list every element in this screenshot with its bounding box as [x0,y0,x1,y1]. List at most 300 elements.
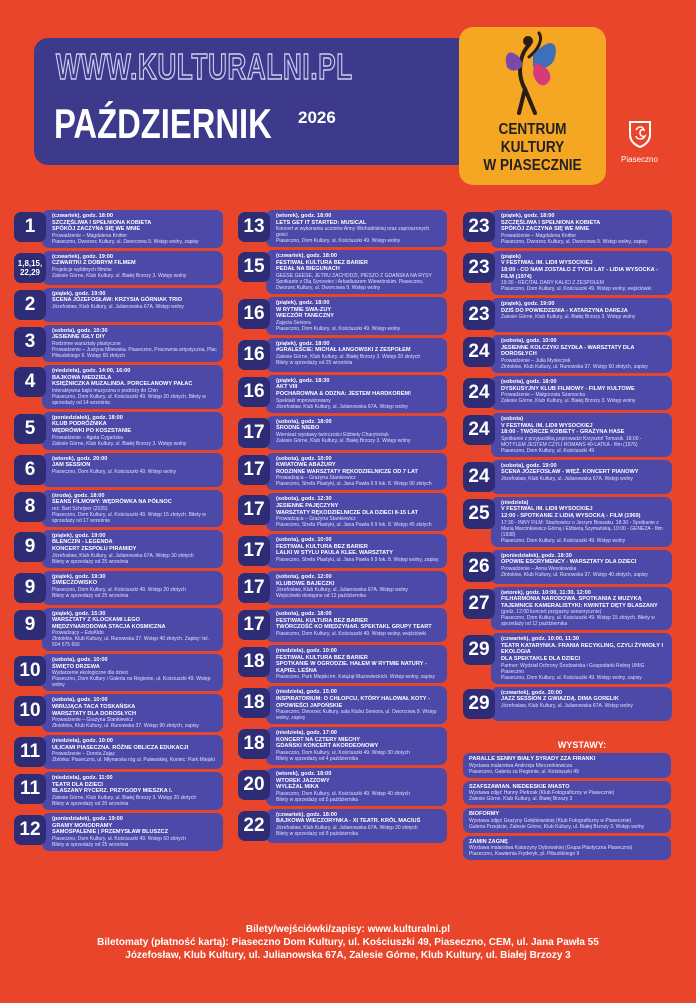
event-item[interactable] [238,645,447,683]
event-box[interactable] [266,645,447,683]
event-item[interactable] [238,338,447,372]
event-description: Spektakl improwizowany [276,397,331,404]
event-time: (czwartek), godz. 18:00 [276,811,337,818]
event-time: (piątek), godz. 19:30 [52,573,106,580]
event-subtitle: PEDAŁ NA BIEGUNACH [276,266,340,273]
event-box[interactable] [266,375,447,413]
event-date-badge: 29 [463,689,495,719]
event-date-badge: 27 [463,589,495,619]
event-date-badge: 4 [14,367,46,397]
event-description: Prowadzenie – Magdalena Knitter [501,232,577,239]
exhibition-item[interactable] [463,836,671,861]
event-title: WARSZTATY Z KLOCKAMI LEGO [52,617,140,624]
event-time: (piątek), godz. 19:00 [52,532,106,539]
event-subtitle: WIECZÓR TANECZNY [276,313,335,320]
event-item[interactable] [238,416,447,450]
event-box[interactable] [42,571,223,605]
event-title: FESTIWAL KULTURA BEZ BARIER [276,543,368,550]
event-box[interactable] [266,453,447,491]
event-box[interactable] [42,608,223,652]
event-description: Prowadzący – EduKido [52,630,104,637]
site-url[interactable]: WWW.KULTURALNI.PL [56,46,353,87]
event-box[interactable] [42,490,223,527]
event-item[interactable] [238,375,447,413]
event-description: Prowadząca – Grażyna Stankiewicz [276,475,356,482]
event-box[interactable] [491,298,672,332]
exhibition-title: BIOFORMY [469,811,500,818]
event-title: SEANS FILMOWY: WĘDRÓWKA NA PÓŁNOC [52,499,172,506]
event-description: Piaseczno, Dom Kultury, ul. Kościuszki 49. Wstęp 40 złotych [276,790,410,797]
event-item[interactable] [14,813,223,851]
event-location: Piaseczno, Strefa Plastyki, ul. Jana Pawła II 9 lok. 8. Wstęp 45 złotych [276,522,432,529]
event-location: Piaseczno, Dom Kultury, ul. Kościuszki 49. Wstęp wolny, zapisy [501,674,642,681]
event-box[interactable] [491,687,672,721]
event-date-badge: 16 [238,340,270,370]
event-item[interactable] [14,608,223,652]
event-subtitle: TWÓRCZOŚĆ KO MIĘDZYNAR. SPEKTAKL GRUPY TEART [276,624,432,631]
event-description: GEESE GEESE, JETRU ZACHODZI, PIESZO Z GDAŃSKA NA RYSY [276,272,432,279]
event-description: Prowadzenie – Małgorzata Szamocka [501,392,585,399]
event-date-badge: 1 [14,212,46,242]
event-time: (wtorek), godz. 20:00 [52,455,108,462]
event-item[interactable] [14,772,223,810]
event-item[interactable] [238,608,447,642]
event-box[interactable] [42,453,223,487]
event-date-badge: 17 [238,610,270,640]
event-item[interactable] [14,530,223,568]
event-time: (niedziela), godz. 10:00 [52,738,113,745]
event-item[interactable] [14,412,223,450]
event-date-badge: 17 [238,418,270,448]
event-time: (sobota), godz. 18:00 [276,418,332,425]
event-time: (piątek), godz. 18:00 [501,213,555,219]
event-box[interactable] [266,608,447,642]
event-title: WTOREK JAZZOWY [276,777,330,784]
event-box[interactable] [42,772,223,810]
event-box[interactable] [266,727,447,765]
exhibition-description: Wystawa zdjęć Hanny Pietrzak (Klub Fotograficzny w Piasecznie) [469,790,615,797]
event-time: (niedziela), godz. 11:00 [52,775,113,782]
event-date-badge: 18 [238,688,270,718]
event-location: Złotokłos, Klub Kultury, ul. Runowska 37. Wstęp 90 złotych, zapisy [52,723,199,730]
event-box[interactable] [42,735,223,769]
event-item[interactable] [14,325,223,362]
page-title: PAŹDZIERNIK [54,100,272,147]
event-description: Prowadzenie – Grażyna Stankiewicz [52,717,134,724]
event-location: Piaseczno, Dom Kultury, ul. Kościuszki 49. Wstęp 15 złotych. Bilety w sprzedaży od 17 września [52,511,206,524]
footer-ticket-machines-line: Biletomaty (płatność kartą): Piaseczno Dom Kultury, ul. Kościuszki 49, Piaseczno, CEM, ul. Jana Pawła 55 [97,937,599,948]
event-date-badge: 24 [463,415,495,445]
event-box[interactable] [491,251,672,295]
event-item[interactable] [463,335,672,373]
event-time: (poniedziałek), godz. 19:00 [52,816,123,823]
event-title: INSPIRATORIUM: O CHŁOPCU, KTÓRY HALOWAŁ KOTY - OPOWIEŚCI JAPOŃSKIE [276,696,430,709]
event-item[interactable] [463,298,672,332]
event-date-badge: 5 [14,414,46,444]
event-item[interactable] [463,633,672,683]
event-time: (sobota), godz. 12:00 [276,574,332,581]
event-title: KONCERT NA CZTERY MIECHY [276,736,361,743]
event-description: Piaseczno, Dom Kultury, ul. Kościuszki 49. Wstęp 60 złotych [52,835,186,842]
event-date-badge: 2 [14,290,46,320]
event-box[interactable] [42,412,223,450]
event-location: Piaseczno, Strefa Plastyki, ul. Jana Pawła II 9 lok. 8. Wstęp 90 złotych [276,481,432,488]
event-box[interactable] [491,587,672,631]
event-item[interactable] [463,413,672,457]
event-subtitle: SPÓKÓJ ZACZYNA SIĘ WE MNIE [52,226,141,233]
event-location: Bilety w sprzedaży od 25 września [52,558,129,565]
event-time: (czwartek), godz. 20:00 [501,689,562,696]
event-time: (sobota), godz. 19:00 [501,462,557,469]
event-date-badge: 3 [14,327,46,357]
event-date-badge: 9 [14,610,46,640]
event-date-badge: 9 [14,573,46,603]
event-date-badge: 1,8,15, 22,29 [14,253,46,283]
event-time: (środa), godz. 18:00 [52,492,105,499]
event-location: Złotokłos, Klub Kultury, ul. Runowska 37. Wstęp 40 złotych, zapisy [501,571,648,578]
event-description: Józefosław, Klub Kultury, ul. Julianowska 67A. Wstęp wolny [52,303,184,310]
event-box[interactable] [266,768,447,806]
event-date-badge: 6 [14,455,46,485]
event-date-badge: 17 [238,573,270,603]
event-box[interactable] [266,809,447,843]
event-box[interactable] [266,210,447,247]
event-title: WIRUJĄCA TACA TOSKAŃSKA [52,704,136,711]
event-time: (niedziela), godz. 17:00 [276,730,337,737]
event-location: Bilety w sprzedaży od 8 października [276,831,358,837]
event-location: Piaseczno, Dworzec Kultury, ul. Dworcowa 9. Wstęp wolny, zapisy [501,238,648,245]
event-description: Józefosław, Klub Kultury, ul. Julianowska 67A. Wstęp wolny [501,475,633,482]
event-description: Józefosław, Klub Kultury, ul. Julianowska 67A. Wstęp wolny [276,587,408,594]
event-item[interactable] [14,210,223,248]
event-location: Piaseczno, Dom Kultury, ul. Kościuszki 49 [501,447,595,454]
event-location: Piaseczno, Dom Kultury, ul. Kościuszki 49. Wstęp wolny [501,537,626,544]
event-time: (sobota) [501,415,524,422]
event-description: Zajęcia Seniora [276,319,311,326]
event-box[interactable] [491,335,672,373]
exhibition-title: SZAFSZAWIAN. NIEDEESKIE MIASTO [469,783,570,790]
header-banner [34,38,489,165]
event-time: (piątek), godz. 18:00 [276,340,330,347]
exhibition-item[interactable] [463,781,671,806]
event-subtitle: SPÓKÓJ ZACZYNA SIĘ WE MNIE [501,226,590,233]
event-subtitle: 18:00 - CO NAM ZOSTAŁO Z TYCH LAT - LIDIA WYSOCKA - FILM (1974) [501,266,658,280]
event-item[interactable] [463,251,672,295]
event-box[interactable] [266,297,447,335]
event-date-badge: 16 [238,299,270,329]
event-box[interactable] [266,250,447,294]
event-title: TEATR KATARYNKA. FRANIA RECYKLING, CZYLI ŻYWIOŁY I EKOLOGIA [501,642,664,656]
event-location: Piaseczno, Dom Kultury, ul. Kościuszki 49. Wstęp wolny, wejściówki [501,286,652,293]
event-item[interactable] [238,297,447,335]
event-item[interactable] [463,587,672,631]
event-description: reż. Bart Schrijver (2025) [52,505,108,512]
event-time: (sobota), godz. 10:00 [276,537,332,544]
event-subtitle: SPOTKANIE W OGRODZIE. HAŁEM W RYTMIE NATURY - KĄPIEL LEŚNA [276,661,427,674]
event-title: GRAMY MONODRAMY [52,822,113,829]
exhibition-item[interactable] [463,753,671,778]
event-subtitle: 18:00 - TWÓRCZE KOBIETY - GRAŻYNA HASE [501,429,625,436]
exhibition-item[interactable] [463,808,671,833]
year-label: 2026 [298,108,336,127]
event-item[interactable] [238,727,447,765]
event-box[interactable] [266,493,447,531]
event-time: (niedziela), godz. 14:00, 16:00 [52,367,131,374]
event-description: Piaseczno, Dom Kultury, ul. Kościuszki 49. Wstęp 30 złotych [276,750,410,757]
event-item[interactable] [238,686,447,724]
event-description: 17:30 - INNY FILM: Stachowicz o Jerzym Bossaku. 18:30 - Spotkanie z Marią Marcinkiewicz-Górną i Elżbietą Szymańską. 19:00 - GENEZA - film (1938) [501,519,663,538]
event-date-badge: 24 [463,378,495,408]
event-item[interactable] [463,460,672,494]
event-time: (piątek), godz. 19:00 [52,290,106,297]
event-title: FESTIWAL KULTURA BEZ BARIER [276,259,368,266]
event-title: ŚWIĘTO DRZEWA [52,663,100,670]
event-date-badge: 29 [463,635,495,665]
event-time: (wtorek), godz. 10:00, 11:30, 12:00 [501,589,591,596]
event-time: (piątek), godz. 18:30 [276,377,330,384]
event-box[interactable] [42,530,223,568]
event-box[interactable] [42,210,223,248]
event-description: Projekcje wybitnych filmów [52,266,112,273]
event-title: KWIATOWE ABAŻURY [276,462,336,469]
event-description: Piaseczno, Dom Kultury, ul. Kościuszki 49. Wstęp 20 złotych [52,586,186,593]
event-box[interactable] [42,694,223,732]
event-item[interactable] [238,768,447,806]
event-title: JESIENNE PAJĘCZYNY [276,502,339,509]
event-item[interactable] [238,571,447,605]
event-description: Piaseczno, Strefa Plastyki, ul. Jana Pawła II 9 lok. 8. Wstęp wolny, zapisy [276,556,439,563]
event-box[interactable] [491,376,672,410]
event-location: Złotokłos, Klub Kultury, ul. Runowska 37. Wstęp 40 złotych. Zapisy: tel. 504 575 656 [52,636,209,649]
event-box[interactable] [491,413,672,457]
event-title: #GRALEŚCIE: MICHAŁ ŁANGOWSKI Z ZESPOŁEM [276,347,411,354]
event-description: Piaseczno, Dom Kultury, ul. Kościuszki 49. Wstęp wolny [52,468,177,475]
event-item[interactable] [14,571,223,605]
events-column-1 [14,210,223,854]
event-box[interactable] [42,251,223,285]
event-subtitle: BLASZANY RYCERZ. PRZYGODY MIESZKA I. [52,788,173,795]
event-time: (sobota), godz. 10:00 [276,455,332,462]
event-time: (sobota), godz. 10:00 [52,697,108,704]
event-description: Interaktywna bajki muzyczna o podróży do Chin [52,387,158,394]
event-title: SCENA JÓZEFOSŁAW - WIĘŹ. KONCERT PIANOWY [501,469,639,476]
event-item[interactable] [238,453,447,491]
event-title: V FESTIWAL IM. LIDII WYSOCKIEJ [501,260,593,267]
event-box[interactable] [266,534,447,568]
event-subtitle: KONCERT ZESPOŁU PIRAMIDY [52,545,137,552]
event-description: Józefosław, Klub Kultury, ul. Julianowska 67A. Wstęp wolny [501,702,633,709]
event-subtitle: DLA SPEKTAKLE DLA DZIECI [501,656,581,663]
logo-name-line2: W PIASECZNIE [483,157,582,174]
event-title: ŚRODNE NIEBO [276,425,320,432]
event-item[interactable] [14,251,223,285]
event-item[interactable] [14,490,223,527]
event-box[interactable] [491,497,672,547]
events-column-3 [463,210,672,724]
event-location: Bilety w sprzedaży od 20 września [52,801,129,808]
logo-name-line1: CENTRUM KULTURY [498,121,567,156]
event-title: BAJKOWA NIEDZIELA [52,374,112,381]
exhibition-description: Wystawa malarstwa Katarzyny Dybowskiej (Grupa Plastyczna Piaseczno) [469,845,633,852]
event-item[interactable] [463,497,672,547]
event-subtitle: SAMOSPALENIE | PRZEMYSŁAW BLUSZCZ [52,829,169,836]
event-time: (sobota), godz. 10:00 [52,657,108,664]
piaseczno-label: Piaseczno [621,155,658,164]
event-date-badge: 11 [14,737,46,767]
exhibition-location: Zalesie Górne, Klub Kultury, ul. Białej Brzozy 3 [469,796,573,803]
event-time: (niedziela), godz. 15:00 [276,689,337,696]
event-description: Józefosław, Klub Kultury, ul. Julianowska 67A. Wstęp 20 złotych [276,825,418,831]
event-time: (sobota), godz. 18:00 [276,611,332,618]
event-date-badge: 26 [463,552,495,582]
event-box[interactable] [42,325,223,362]
event-title: AKT VIII [276,384,298,391]
event-item[interactable] [14,288,223,322]
event-location: Piaseczno, Dom Kultury, ul. Kościuszki 49. Wstęp wolny [276,325,401,332]
event-time: (sobota), godz. 18:00 [501,378,557,385]
event-location: Spotkanie z Olą Synowiec i Arkadiuszem Wiewiórskim. Piaseczno, Dworzec Kultury, ul. Dworcowa 9. Wstęp wolny [276,278,424,291]
events-column-2 [238,210,447,846]
footer-ticket-machines-line-2: Józefosław, Klub Kultury, ul. Julianowska 67A, Zalesie Górne, Klub Kultury, ul. Białej Brzozy 3 [125,950,571,961]
event-description: Zalesie Górne, Klub Kultury, ul. Białej Brzozy 3. Wstęp wolny [501,314,636,321]
event-description: Zalesie Górne, Klub Kultury, ul. Białej Brzozy 3. Wstęp 20 złotych [52,795,197,802]
event-date-badge: 18 [238,729,270,759]
event-time: (czwartek), godz. 18:00 [276,253,337,260]
event-subtitle: RODZINNE WARSZTATY RĘKODZIELNICZE OD 7 LAT [276,468,418,475]
event-description: Prowadzenie – Anna Wesołowska [501,565,577,572]
event-box[interactable] [491,210,672,248]
event-box[interactable] [42,813,223,851]
event-location: Bilety w sprzedaży od 25 września [52,841,129,848]
event-time: (piątek), godz. 19:00 [501,301,555,308]
event-time: (poniedziałek), godz. 18:00 [52,414,123,421]
event-item[interactable] [463,550,672,584]
event-date-badge: 10 [14,656,46,686]
event-date-badge: 17 [238,536,270,566]
event-time: (poniedziałek), godz. 18:30 [501,552,572,559]
event-description: Spotkanie z przyjaciółką poprowadzi Krzysztof Tomasik. 18:00 - MOTYLEM JESTEM CZYLI ROMANS 40-LATKA - film (1976) [501,435,642,448]
event-item[interactable] [238,809,447,843]
event-title: JAZZ SESSION Z GWIAZDĄ. DIMA GORELIK [501,696,619,703]
event-title: SZCZĘŚLIWA I SPEŁNIONA KOBIETA [501,219,601,226]
event-date-badge: 16 [238,377,270,407]
event-title: SCENA JÓZEFOSŁAW: KRZYSIA GÓRNIAK TRIO [52,297,183,304]
event-date-badge: 12 [14,815,46,845]
event-title: BAJKOWA WIECZORYNKA - XI TEATR. KRÓL MACIUŚ [276,818,421,825]
event-description: Piaseczno, Park Miejski im. Książąt Mazowieckich. Wstęp wolny, zapisy [276,674,435,681]
event-description: Rodzinne warsztaty plastyczne [52,340,121,347]
event-box[interactable] [266,686,447,724]
event-time: (wtorek), godz. 18:00 [276,771,332,778]
event-item[interactable] [14,453,223,487]
event-title: SZCZĘŚLIWA I SPEŁNIONA KOBIETA [52,219,152,226]
event-item[interactable] [238,250,447,294]
event-item[interactable] [14,654,223,691]
event-date-badge: 22 [238,811,270,841]
event-title: CZWARTKI Z DOBRYM FILMEM [52,260,136,267]
dancer-icon [459,27,606,122]
exhibition-title: ZAMIN ZAGNĘ [469,838,508,845]
event-location: Prowadzenie – Justyna Milewska. Piaseczno, Pracownia artystyczna, Plac Piłsudskiego 9. Wstęp 60 złotych [52,346,217,359]
event-description: Wernisaż wystawy twórczości Elżbiety Charytoniuk [276,431,389,438]
event-location: Wejściówki dostępne od 12 października [276,593,366,600]
event-box[interactable] [42,288,223,322]
event-description: Prowadzenie – Magdalena Knitter [52,232,128,239]
event-location: Zalesie Górne, Klub Kultury, ul. Białej Brzozy 3. Wstęp wolny [52,272,187,279]
event-location: Piaseczno, Dom Kultury, ul. Kościuszki 49. Wstęp 20 złotych. Bilety w sprzedaży od 14 września [52,393,206,406]
event-box[interactable] [491,550,672,584]
event-subtitle: WARSZTATY RĘKODZIELNICZE DLA DZIECI 8-15 LAT [276,509,419,516]
event-item[interactable] [463,376,672,410]
event-date-badge: 23 [463,253,495,283]
footer-tickets-line[interactable]: Bilety/wejściówki/zapisy: www.kulturalni.pl [245,924,451,935]
event-item[interactable] [238,493,447,531]
event-box[interactable] [266,571,447,605]
event-box[interactable] [42,654,223,691]
event-title: FILHARMONIA NARODOWA. SPOTKANIA Z MUZYKĄ [501,596,642,603]
event-time: (piątek), godz. 15:30 [52,610,106,617]
event-description: Koncert w wykonaniu uczniów Anny Wichatińskiej oraz zaproszonych gości [276,226,430,239]
event-description: Zalesie Górne, Klub Kultury, ul. Białej Brzozy 3. Wstęp 20 złotych [276,353,421,360]
event-date-badge: 11 [14,774,46,804]
event-date-badge: 13 [238,212,270,242]
event-title: JESIENNE KOLCZYKI SZYDŁA - WARSZTATY DLA DOROSŁYCH [501,344,635,358]
event-item[interactable] [238,210,447,247]
event-subtitle: 12:00 - SPOTKANIE Z LIDIĄ WYSOCKĄ - FILM (1969) [501,512,641,519]
event-date-badge: 23 [463,300,495,330]
event-box[interactable] [266,416,447,450]
event-item[interactable] [14,694,223,732]
event-title: W RYTMIE SWA-ZUY [276,306,332,313]
event-subtitle: KSIĘŻNICZKA MUZALINDA. PORCELANOWY PAŁAC [52,381,193,388]
event-box[interactable] [491,633,672,683]
event-item[interactable] [463,687,672,721]
event-box[interactable] [491,460,672,494]
event-box[interactable] [266,338,447,372]
event-item[interactable] [14,365,223,409]
event-location: Zalesie Górne, Klub Kultury, ul. Białej Brzozy 3. Wstęp wolny [501,398,636,405]
event-time: (piątek), godz. 18:00 [276,299,330,306]
event-time: (wtorek), godz. 18:00 [276,213,332,219]
event-date-badge: 24 [463,462,495,492]
event-subtitle: LALKI W STYLU PAULA KLEE. WARSZTATY [276,550,393,557]
event-description: (godz. 12:00 koncert przyjazny sensorycznie) [501,609,602,616]
event-description: 19:30 - RECITAL DARY KALICI Z ZESPOŁEM [501,280,604,287]
event-location: Józefosław, Klub Kultury, ul. Julianowska 67A. Wstęp wolny [276,403,408,410]
event-date-badge: 10 [14,696,46,726]
event-description: Prowadzenie – Julia Mysłeczek [501,357,571,364]
event-item[interactable] [14,735,223,769]
event-time: (czwartek), godz. 19:00 [52,253,113,260]
event-subtitle: TAJEMNICE KAMERALISTYKI: KWINTET DĘTY BLASZANY [501,602,658,609]
event-date-badge: 9 [14,532,46,562]
event-title: JAM SESSION [52,462,91,469]
event-item[interactable] [238,534,447,568]
event-box[interactable] [42,365,223,409]
event-description: Partner: Wydział Ochrony Środowiska i Gospodarki Rolnej UMiG Piaseczno [501,662,645,675]
event-location: Piaseczno, Dom Kultury, ul. Kościuszki 49. Wstęp wolny [276,238,401,245]
footer [0,923,696,962]
event-title: BLENCZIN - LEGENDA [52,539,113,546]
event-location: Bilety w sprzedaży od 4 października [276,756,358,763]
event-item[interactable] [463,210,672,248]
event-date-badge: 15 [238,252,270,282]
event-time: (czwartek), godz. 10:00, 11:30 [501,636,580,643]
event-title: DZIŚ DO POWIEDZENIA - KATARZYNA DAREJA [501,307,628,314]
event-description: Prowadzenie – Dorota Zając [52,751,116,758]
event-title: LETS GET IT STARTED: MUSICAL [276,219,367,226]
event-subtitle: WARSZTATY DLA DOROSŁYCH [52,710,137,717]
